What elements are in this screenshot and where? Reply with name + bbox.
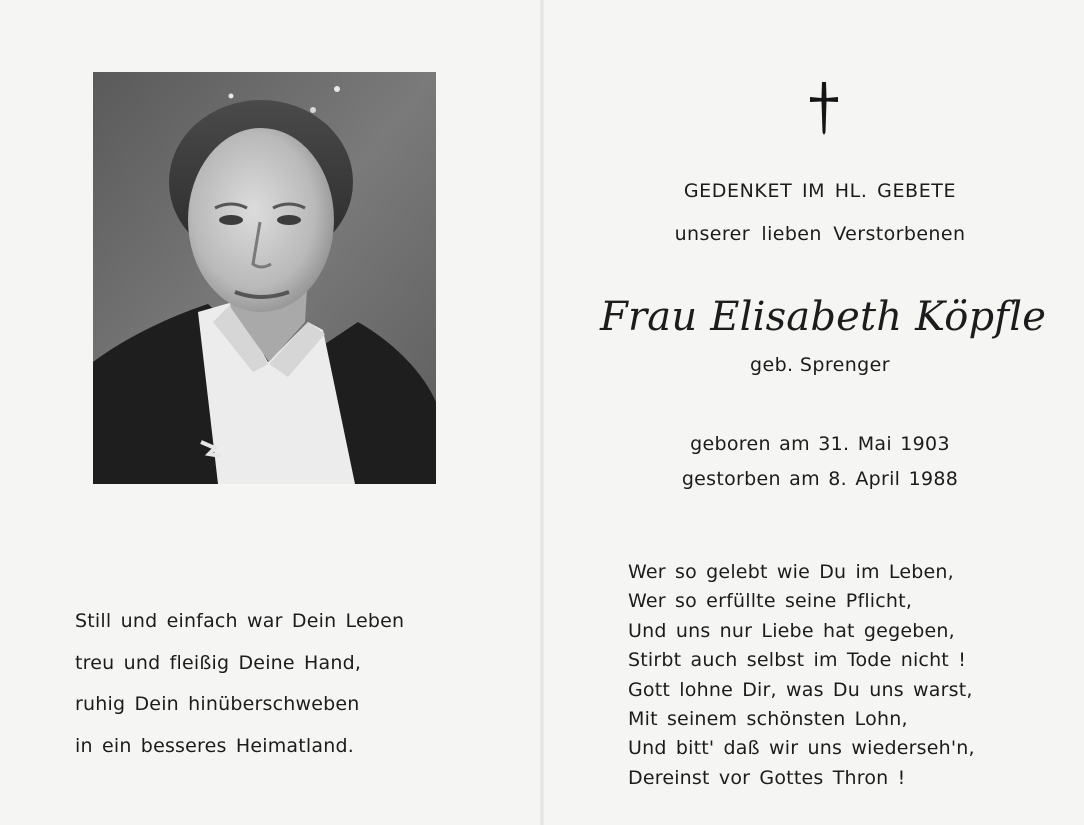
right-poem-line: Mit seinem schönsten Lohn,	[628, 708, 908, 731]
life-dates	[620, 427, 1020, 497]
left-poem	[75, 601, 515, 767]
card-fold	[540, 0, 544, 825]
left-poem-line: treu und fleißig Deine Hand,	[75, 651, 362, 674]
maiden-name: geb. Sprenger	[750, 354, 890, 376]
right-poem-line: Dereinst vor Gottes Thron !	[628, 766, 906, 789]
right-poem-line: Gott lohne Dir, was Du uns warst,	[628, 678, 973, 701]
left-poem-line: in ein besseres Heimatland.	[75, 734, 354, 757]
right-poem	[628, 558, 1058, 793]
right-poem-line: Stirbt auch selbst im Tode nicht !	[628, 649, 967, 672]
cross-icon	[808, 80, 840, 140]
left-poem-line: ruhig Dein hinüberschweben	[75, 693, 360, 715]
birth-date: geboren am 31. Mai 1903	[690, 433, 950, 455]
right-poem-line: Wer so erfüllte seine Pflicht,	[628, 590, 913, 613]
heading: GEDENKET IM HL. GEBETE	[683, 180, 957, 202]
subheading: unserer lieben Verstorbenen	[674, 223, 966, 245]
left-poem-line: Still und einfach war Dein Leben	[75, 610, 405, 632]
right-poem-line: Wer so gelebt wie Du im Leben,	[628, 561, 954, 583]
death-date: gestorben am 8. April 1988	[681, 468, 959, 490]
portrait-photo	[93, 72, 436, 484]
right-poem-line: Und bitt' daß wir uns wiederseh'n,	[628, 737, 975, 760]
deceased-name: Frau Elisabeth Köpfle	[600, 294, 1047, 340]
right-poem-line: Und uns nur Liebe hat gegeben,	[628, 619, 955, 642]
